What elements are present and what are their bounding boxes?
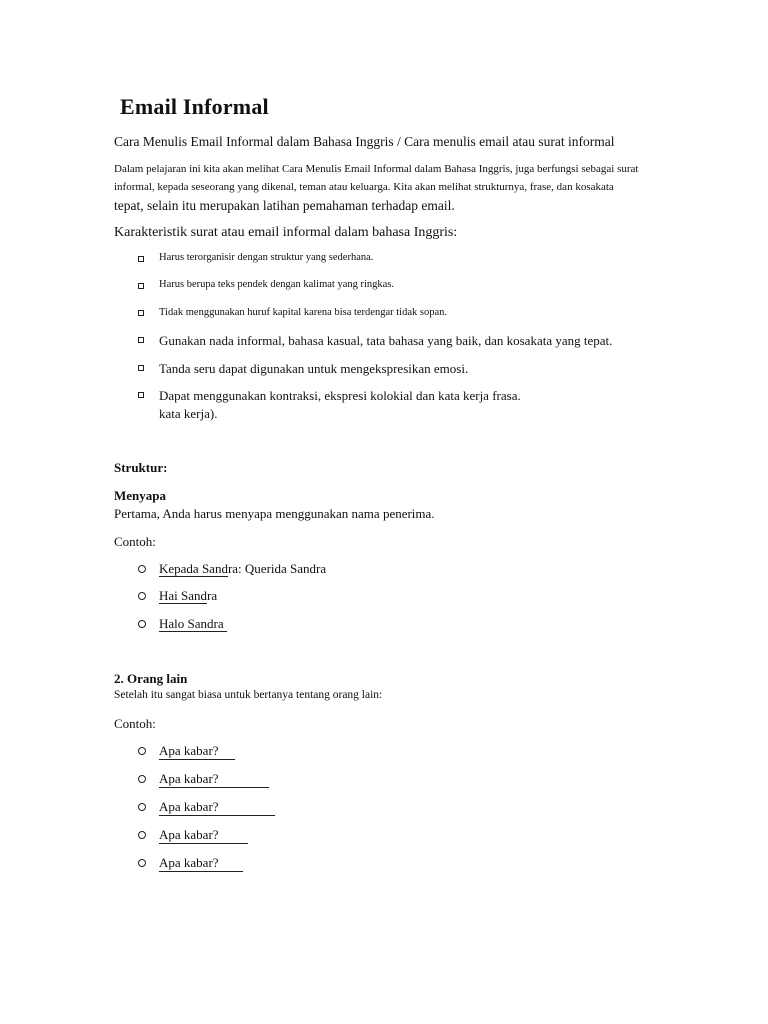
- square-bullet-icon: [138, 283, 144, 289]
- structure-heading: Struktur:: [114, 460, 168, 475]
- square-bullet-icon: [138, 310, 144, 316]
- others-example: [159, 771, 269, 788]
- list-item-continuation: kata kerja).: [159, 406, 218, 421]
- underlined-text: Halo Sandra: [159, 616, 227, 631]
- circle-bullet-icon: [138, 747, 146, 755]
- others-example: [159, 827, 248, 844]
- circle-bullet-icon: [138, 831, 146, 839]
- greeting-example: [159, 616, 227, 632]
- underlined-text: Apa kabar?: [159, 827, 248, 844]
- list-item: Harus terorganisir dengan struktur yang sederhana.: [159, 252, 374, 263]
- underlined-text: Kepada Sand: [159, 561, 228, 576]
- square-bullet-icon: [138, 337, 144, 343]
- greeting-heading: Menyapa: [114, 488, 166, 503]
- circle-bullet-icon: [138, 565, 146, 573]
- intro-paragraph: [114, 160, 654, 216]
- square-bullet-icon: [138, 392, 144, 398]
- list-item: Harus berupa teks pendek dengan kalimat yang ringkas.: [159, 279, 395, 290]
- underlined-text: Apa kabar?: [159, 855, 243, 872]
- characteristics-heading: Karakteristik surat atau email informal dalam bahasa Inggris:: [114, 225, 458, 240]
- intro-line-2: informal, kepada seseorang yang dikenal, teman atau keluarga. Kita akan melihat strukturnya, frase, dan kosakata: [114, 181, 614, 193]
- subtitle: Cara Menulis Email Informal dalam Bahasa Inggris / Cara menulis email atau surat informal: [114, 134, 615, 149]
- greeting-text: Pertama, Anda harus menyapa menggunakan nama penerima.: [114, 506, 435, 521]
- square-bullet-icon: [138, 365, 144, 371]
- underlined-text: Apa kabar?: [159, 799, 275, 816]
- example-rest: ra: [207, 588, 218, 603]
- list-item: Tanda seru dapat digunakan untuk mengekspresikan emosi.: [159, 361, 469, 376]
- greeting-example: [159, 588, 217, 604]
- circle-bullet-icon: [138, 620, 146, 628]
- list-item: Gunakan nada informal, bahasa kasual, tata bahasa yang baik, dan kosakata yang tepat.: [159, 333, 613, 348]
- square-bullet-icon: [138, 256, 144, 262]
- others-example: [159, 855, 243, 872]
- intro-line-1: Dalam pelajaran ini kita akan melihat Cara Menulis Email Informal dalam Bahasa Inggris, juga berfungsi sebagai surat: [114, 163, 639, 175]
- others-example: [159, 799, 275, 816]
- others-heading: 2. Orang lain: [114, 671, 188, 686]
- list-item: Tidak menggunakan huruf kapital karena bisa terdengar tidak sopan.: [159, 307, 447, 318]
- others-example: [159, 743, 235, 760]
- circle-bullet-icon: [138, 859, 146, 867]
- underlined-text: Apa kabar?: [159, 743, 235, 760]
- greeting-example: [159, 561, 326, 577]
- circle-bullet-icon: [138, 592, 146, 600]
- greeting-example-label: Contoh:: [114, 534, 156, 549]
- others-example-label: Contoh:: [114, 716, 156, 731]
- page-title: Email Informal: [120, 94, 269, 119]
- list-item: Dapat menggunakan kontraksi, ekspresi kolokial dan kata kerja frasa.: [159, 388, 521, 403]
- intro-line-3: tepat, selain itu merupakan latihan pemahaman terhadap email.: [114, 198, 455, 213]
- others-text: Setelah itu sangat biasa untuk bertanya tentang orang lain:: [114, 689, 383, 701]
- example-rest: ra: Querida Sandra: [227, 561, 327, 576]
- circle-bullet-icon: [138, 775, 146, 783]
- underlined-text: Apa kabar?: [159, 771, 269, 788]
- underlined-text: Hai Sand: [159, 588, 208, 603]
- circle-bullet-icon: [138, 803, 146, 811]
